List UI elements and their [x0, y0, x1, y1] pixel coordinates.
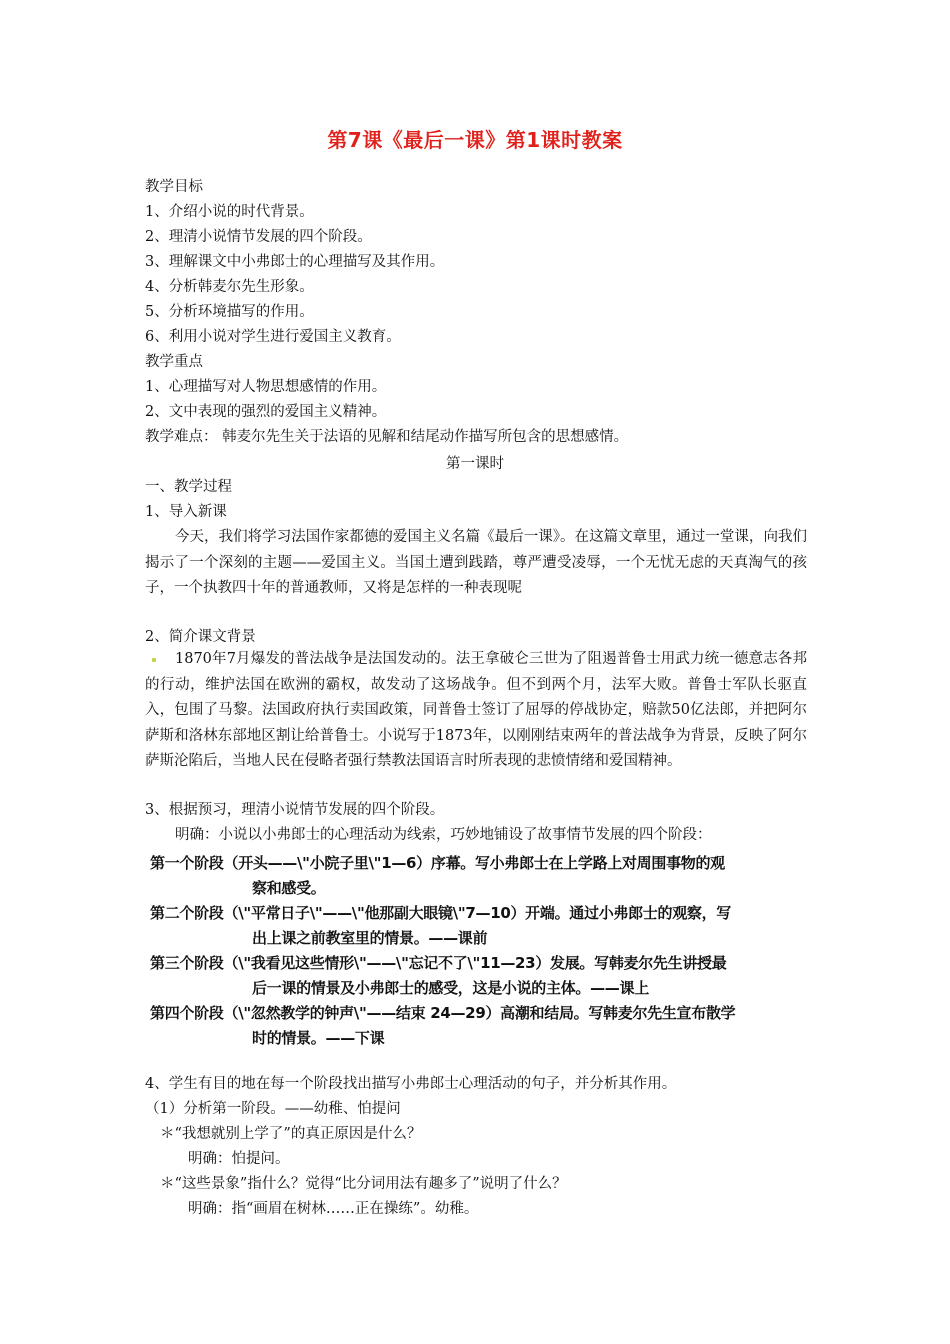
question-item: ＊“这些景象”指什么？觉得“比分词用法有趣多了”说明了什么？ — [160, 1176, 567, 1192]
key-heading: 教学重点 — [145, 354, 203, 370]
step2-heading: 2、简介课文背景 — [145, 629, 256, 645]
question-item: ＊“我想就别上学了”的真正原因是什么？ — [160, 1126, 422, 1142]
document-title: 第7课《最后一课》第1课时教案 — [327, 128, 623, 152]
sub1-heading: （1）分析第一阶段。——幼稚、怕提问 — [145, 1101, 401, 1117]
stage-block — [150, 951, 820, 1001]
stage-line: 察和感受。 — [252, 879, 326, 897]
stage-line: 第三个阶段（\"我看见这些情形\"——\"忘记不了\"11—23）发展。写韩麦尔先生讲授最 — [150, 954, 727, 972]
step4-heading: 4、学生有目的地在每一个阶段找出描写小弗郎士心理活动的句子，并分析其作用。 — [145, 1076, 677, 1092]
step1-paragraph: 今天，我们将学习法国作家都德的爱国主义名篇《最后一课》。在这篇文章里，通过一堂课，向我们揭示了一个深刻的主题——爱国主义。当国土遭到践踏，尊严遭受凌辱，一个无忧无虑的天真淘气的孩子，一个执教四十年的普通教师，又将是怎样的一种表现呢 — [145, 529, 807, 596]
stage-block — [150, 901, 820, 951]
stage-line: 第二个阶段（\"平常日子\"——\"他那副大眼镜\"7—10）开端。通过小弗郎士的观察，写 — [150, 904, 731, 922]
stage-line: 后一课的情景及小弗郎士的感受，这是小说的主体。——课上 — [252, 979, 649, 997]
goal-item: 3、理解课文中小弗郎士的心理描写及其作用。 — [145, 254, 445, 270]
step2-paragraph: 1870年7月爆发的普法战争是法国发动的。法王拿破仑三世为了阻遏普鲁士用武力统一德意志各邦的行动，维护法国在欧洲的霸权，故发动了这场战争。但不到两个月，法军大败。普鲁士军队长驱直入，包围了马黎。法国政府执行卖国政策，同普鲁士签订了屈辱的停战协定，赔款50亿法郎，并把阿尔萨斯和洛林东部地区割让给普鲁士。小说写于1873年，以刚刚结束两年的普法战争为背景，反映了阿尔萨斯沦陷后，当地人民在侵略者强行禁教法国语言时所表现的悲愤情绪和爱国精神。 — [145, 651, 807, 769]
lesson-heading: 第一课时 — [446, 456, 504, 472]
key-point: 2、文中表现的强烈的爱国主义精神。 — [145, 404, 387, 420]
stage-line: 时的情景。——下课 — [252, 1029, 385, 1047]
stage-block — [150, 851, 820, 901]
goal-item: 1、介绍小说的时代背景。 — [145, 204, 314, 220]
stage-line: 出上课之前教室里的情景。——课前 — [252, 929, 488, 947]
goals-heading: 教学目标 — [145, 179, 203, 195]
process-heading: 一、教学过程 — [145, 479, 232, 495]
stage-block — [150, 1001, 820, 1051]
key-point: 1、心理描写对人物思想感情的作用。 — [145, 379, 387, 395]
goal-item: 4、分析韩麦尔先生形象。 — [145, 279, 314, 295]
difficulty-line: 教学难点： 韩麦尔先生关于法语的见解和结尾动作描写所包含的思想感情。 — [145, 429, 629, 445]
answer-item: 明确：指“画眉在树林……正在操练”。幼稚。 — [188, 1201, 479, 1217]
answer-item: 明确：怕提问。 — [188, 1151, 290, 1167]
goal-item: 2、理清小说情节发展的四个阶段。 — [145, 229, 372, 245]
step3-intro: 明确：小说以小弗郎士的心理活动为线索，巧妙地铺设了故事情节发展的四个阶段： — [175, 827, 712, 843]
step1-heading: 1、导入新课 — [145, 504, 227, 520]
goal-item: 5、分析环境描写的作用。 — [145, 304, 314, 320]
stage-line: 第一个阶段（开头——\"小院子里\"1—6）序幕。写小弗郎士在上学路上对周围事物的观 — [150, 854, 725, 872]
step3-heading: 3、根据预习，理清小说情节发展的四个阶段。 — [145, 802, 445, 818]
goal-item: 6、利用小说对学生进行爱国主义教育。 — [145, 329, 401, 345]
stage-line: 第四个阶段（\"忽然教学的钟声\"——结束 24—29）高潮和结局。写韩麦尔先生宣布散学 — [150, 1004, 736, 1022]
